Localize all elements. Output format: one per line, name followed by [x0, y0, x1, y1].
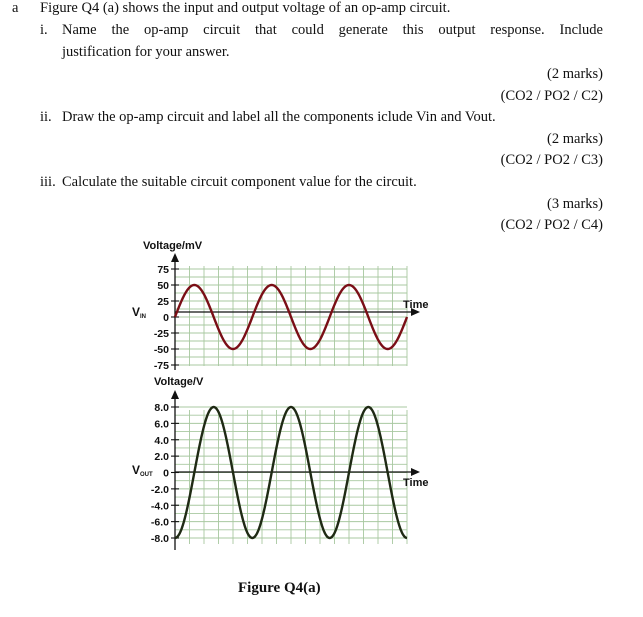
vout-y-tick-label: 8.0 — [154, 402, 169, 414]
vin-y-tick-label: 25 — [157, 296, 169, 308]
part-iii-number: iii. — [40, 174, 56, 190]
vout-y-tick-label: -8.0 — [150, 533, 169, 545]
question-intro: Figure Q4 (a) shows the input and output voltage of an op-amp circuit. — [40, 0, 451, 16]
part-i-number: i. — [40, 22, 48, 38]
vin-y-tick-label: 50 — [157, 280, 169, 292]
vin-side-label — [132, 305, 146, 320]
vin-side-label-sub: IN — [140, 314, 147, 320]
part-ii-number: ii. — [40, 109, 52, 125]
vin-chart — [132, 240, 428, 372]
vout-y-axis-arrow — [171, 390, 179, 399]
question-letter: a — [12, 0, 19, 16]
vin-x-axis-label: Time — [403, 299, 429, 311]
vin-y-tick-label: -50 — [153, 344, 169, 356]
vin-y-tick-label: -75 — [153, 360, 169, 372]
vout-y-tick-label: 2.0 — [154, 451, 169, 464]
vout-side-label — [132, 463, 153, 478]
vout-grid — [175, 407, 407, 544]
vin-y-axis-label: Voltage/mV — [143, 240, 203, 252]
vout-side-label-sub: OUT — [140, 472, 153, 478]
vin-y-tick-label: -25 — [153, 328, 169, 340]
vout-x-axis-label: Time — [403, 477, 429, 489]
part-iii-co: (CO2 / PO2 / C4) — [500, 217, 603, 233]
vin-y-axis-arrow — [171, 253, 179, 262]
vin-y-tick-label: 0 — [163, 312, 169, 324]
part-i-marks: (2 marks) — [547, 66, 603, 82]
vin-y-tick-label: 75 — [157, 264, 169, 276]
vout-x-axis-arrow — [411, 468, 420, 476]
vout-y-tick-label: -6.0 — [150, 516, 169, 529]
part-iii-marks: (3 marks) — [547, 196, 603, 212]
part-i-line2: justification for your answer. — [62, 44, 230, 60]
vout-y-tick-label: -2.0 — [150, 483, 169, 496]
vout-side-label-main: V — [132, 463, 141, 477]
part-i-line1: Name the op-amp circuit that could generate this output response. Include — [62, 22, 603, 38]
part-ii-line1: Draw the op-amp circuit and label all the components iclude Vin and Vout. — [62, 109, 496, 125]
part-i-co: (CO2 / PO2 / C2) — [500, 88, 603, 104]
vout-y-tick-label: -4.0 — [150, 500, 169, 513]
figure-caption: Figure Q4(a) — [238, 580, 321, 596]
vout-y-tick-label: 0 — [163, 467, 169, 480]
part-iii-line1: Calculate the suitable circuit component value for the circuit. — [62, 174, 417, 190]
vin-side-label-main: V — [132, 305, 141, 319]
vout-chart — [132, 376, 428, 550]
vout-y-tick-label: 4.0 — [154, 434, 169, 447]
part-ii-co: (CO2 / PO2 / C3) — [500, 152, 603, 168]
part-ii-marks: (2 marks) — [547, 131, 603, 147]
vout-y-tick-label: 6.0 — [154, 418, 169, 431]
vout-y-axis-label: Voltage/V — [154, 376, 204, 388]
